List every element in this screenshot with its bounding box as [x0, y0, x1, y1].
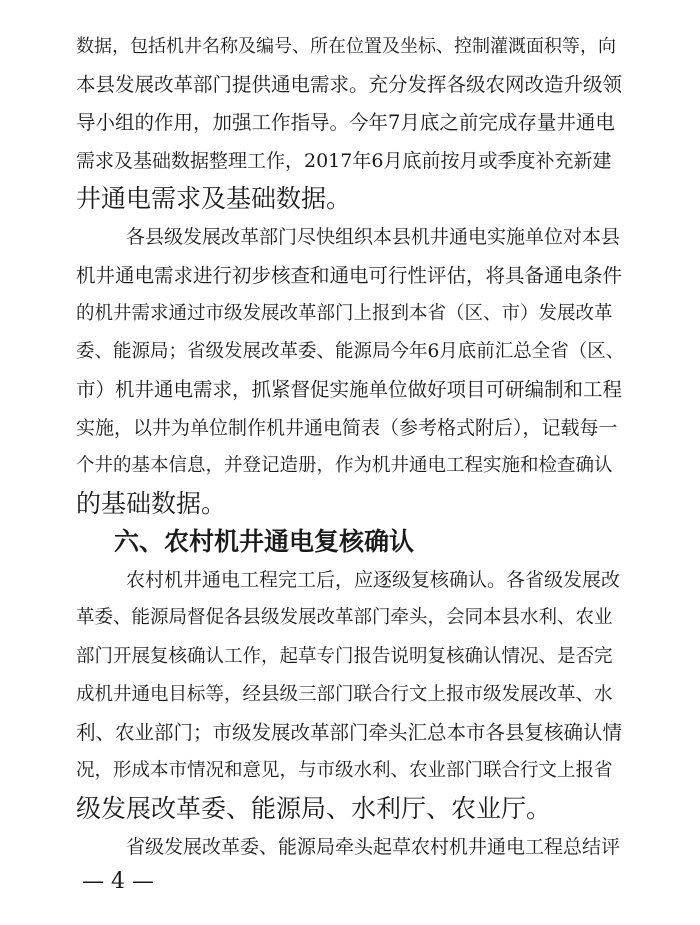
text-line: 况，形成本市情况和意见，与市级水利、农业部门联合行文上报省	[76, 760, 613, 781]
text-line: 的机井需求通过市级发展改革部门上报到本省（区、市）发展改革	[76, 303, 613, 324]
text-line: 利、农业部门；市级发展改革部门牵头汇总本市各县复核确认情	[76, 721, 623, 744]
text-line: 井通电需求及基础数据。	[76, 184, 352, 213]
text-line: 农村机井通电工程完工后，应逐级复核确认。各省级发展改	[126, 569, 621, 591]
text-line: 数据，包括机井名称及编号、所在位置及坐标、控制灌溉面积等，向	[76, 36, 616, 57]
page-number: — 4 —	[82, 869, 154, 894]
text-line: 需求及基础数据整理工作，2017年6月底前按月或季度补充新建	[76, 150, 612, 172]
text-line: 实施，以井为单位制作机井通电简表（参考格式附后），记载每一	[76, 417, 618, 439]
text-line: 个井的基本信息，并登记造册，作为机井通电工程实施和检查确认	[76, 455, 613, 476]
text-line: 的基础数据。	[76, 489, 227, 518]
text-line: 部门开展复核确认工作，起草专门报告说明复核确认情况、是否完	[76, 646, 613, 667]
text-line: 市）机井通电需求，抓紧督促实施单位做好项目可研编制和工程	[76, 378, 623, 401]
text-line: 成机井通电目标等，经县级三部门联合行文上报市级发展改革、水	[76, 684, 613, 705]
text-line: 革委、能源局督促各县级发展改革部门牵头，会同本县水利、农业	[76, 607, 613, 628]
section-heading: 六、农村机井通电复核确认	[114, 527, 415, 556]
text-line: 机井通电需求进行初步核查和通电可行性评估，将具备通电条件	[76, 264, 623, 287]
text-line: 省级发展改革委、能源局牵头起草农村机井通电工程总结评	[126, 836, 621, 858]
text-line: 导小组的作用，加强工作指导。今年7月底之前完成存量井通电	[76, 111, 615, 134]
text-line: 委、能源局；省级发展改革委、能源局今年6月底前汇总全省（区、	[76, 341, 625, 362]
text-line: 各县级发展改革部门尽快组织本县机井通电实施单位对本县	[126, 226, 621, 248]
text-line: 本县发展改革部门提供通电需求。充分发挥各级农网改造升级领	[76, 73, 623, 96]
text-line: 级发展改革委、能源局、水利厅、农业厅。	[76, 794, 552, 823]
